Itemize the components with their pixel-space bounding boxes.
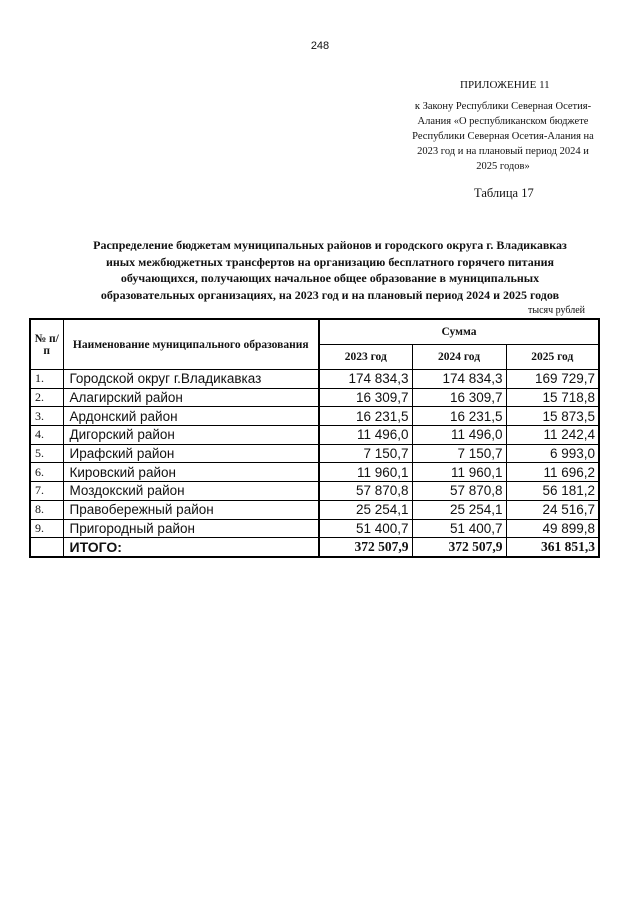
row-value-2023: 16 231,5 xyxy=(319,407,412,426)
appendix-reference-line: 2025 годов» xyxy=(476,161,530,172)
appendix-reference-line: к Закону Республики Северная Осетия- xyxy=(414,101,592,112)
row-value-2024: 7 150,7 xyxy=(412,444,506,463)
title-line: Распределение бюджетам муниципальных районов и городского округа г. Владикавказ xyxy=(93,238,567,252)
table-row xyxy=(30,463,599,482)
row-value-2024: 57 870,8 xyxy=(412,482,506,501)
row-number: 4. xyxy=(30,426,63,445)
appendix-reference-line: Алания «О республиканском бюджете xyxy=(417,116,589,127)
row-value-2024: 16 309,7 xyxy=(412,388,506,407)
row-value-2023: 11 960,1 xyxy=(319,463,412,482)
header-sum: Сумма xyxy=(319,319,599,345)
row-value-2024: 25 254,1 xyxy=(412,500,506,519)
title-line: образовательных организациях, на 2023 год и на плановый период 2024 и 2025 годов xyxy=(100,287,560,302)
header-year-2023: 2023 год xyxy=(319,345,412,370)
distribution-table xyxy=(29,318,600,558)
row-value-2023: 7 150,7 xyxy=(319,444,412,463)
table-row xyxy=(30,388,599,407)
total-label: ИТОГО: xyxy=(63,538,319,557)
appendix-reference-line: Республики Северная Осетия-Алания на xyxy=(412,131,594,142)
total-number-cell xyxy=(30,538,63,557)
total-row xyxy=(30,538,599,557)
row-name: Дигорский район xyxy=(63,426,319,445)
row-value-2023: 11 496,0 xyxy=(319,426,412,445)
row-value-2024: 174 834,3 xyxy=(412,370,506,389)
row-value-2025: 11 242,4 xyxy=(506,426,599,445)
title-line: обучающихся, получающих начальное общее образование в муниципальных xyxy=(120,271,540,285)
row-value-2024: 16 231,5 xyxy=(412,407,506,426)
row-value-2024: 11 960,1 xyxy=(412,463,506,482)
row-number: 8. xyxy=(30,500,63,519)
page-number: 248 xyxy=(310,40,330,52)
row-name: Правобережный район xyxy=(63,500,319,519)
row-number: 5. xyxy=(30,444,63,463)
row-number: 1. xyxy=(30,370,63,389)
table-row xyxy=(30,370,599,389)
row-name: Ирафский район xyxy=(63,444,319,463)
row-value-2023: 174 834,3 xyxy=(319,370,412,389)
row-name: Кировский район xyxy=(63,463,319,482)
row-value-2023: 25 254,1 xyxy=(319,500,412,519)
table-row xyxy=(30,500,599,519)
row-value-2024: 11 496,0 xyxy=(412,426,506,445)
row-value-2025: 15 873,5 xyxy=(506,407,599,426)
appendix-title: ПРИЛОЖЕНИЕ 11 xyxy=(460,79,550,91)
row-name: Городской округ г.Владикавказ xyxy=(63,370,319,389)
row-value-2023: 57 870,8 xyxy=(319,482,412,501)
row-value-2025: 15 718,8 xyxy=(506,388,599,407)
table-row xyxy=(30,519,599,538)
row-number: 3. xyxy=(30,407,63,426)
row-number: 6. xyxy=(30,463,63,482)
row-number: 9. xyxy=(30,519,63,538)
appendix-reference xyxy=(398,99,608,174)
row-value-2025: 49 899,8 xyxy=(506,519,599,538)
row-number: 2. xyxy=(30,388,63,407)
row-name: Моздокский район xyxy=(63,482,319,501)
total-value-2023: 372 507,9 xyxy=(319,538,412,557)
table-row xyxy=(30,482,599,501)
header-number: № п/п xyxy=(30,319,63,370)
row-value-2023: 16 309,7 xyxy=(319,388,412,407)
row-value-2025: 56 181,2 xyxy=(506,482,599,501)
table-row xyxy=(30,444,599,463)
row-value-2024: 51 400,7 xyxy=(412,519,506,538)
table-number: Таблица 17 xyxy=(474,186,534,200)
header-name: Наименование муниципального образования xyxy=(63,319,319,370)
title-line: иных межбюджетных трансфертов на организацию бесплатного горячего питания xyxy=(105,254,555,269)
row-value-2025: 6 993,0 xyxy=(506,444,599,463)
row-name: Ардонский район xyxy=(63,407,319,426)
row-value-2025: 11 696,2 xyxy=(506,463,599,482)
header-year-2024: 2024 год xyxy=(412,345,506,370)
units-label: тысяч рублей xyxy=(528,305,586,316)
row-number: 7. xyxy=(30,482,63,501)
total-value-2025: 361 851,3 xyxy=(506,538,599,557)
row-value-2025: 169 729,7 xyxy=(506,370,599,389)
row-value-2023: 51 400,7 xyxy=(319,519,412,538)
appendix-reference-line: 2023 год и на плановый период 2024 и xyxy=(417,146,589,157)
table-row xyxy=(30,407,599,426)
row-name: Алагирский район xyxy=(63,388,319,407)
total-value-2024: 372 507,9 xyxy=(412,538,506,557)
header-year-2025: 2025 год xyxy=(506,345,599,370)
row-name: Пригородный район xyxy=(63,519,319,538)
document-title xyxy=(50,237,610,303)
row-value-2025: 24 516,7 xyxy=(506,500,599,519)
table-row xyxy=(30,426,599,445)
